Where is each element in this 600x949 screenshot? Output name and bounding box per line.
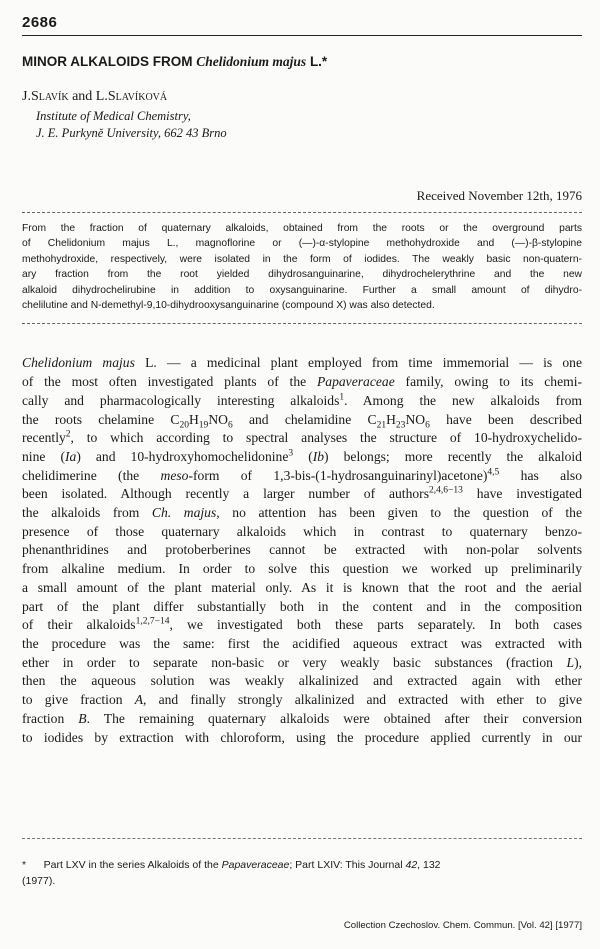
body-line: Chelidonium majus L. — a medicinal plant employed from time immemorial — is one [22, 355, 583, 371]
authors [22, 89, 582, 105]
affiliation-line2: J. E. Purkyně University, 662 43 Brno [36, 126, 227, 140]
footnote-rule [22, 838, 582, 839]
footnote-line2: (1977). [22, 875, 56, 887]
page [22, 14, 582, 747]
page-number: 2686 [22, 14, 58, 31]
body-text [22, 354, 582, 747]
abstract-bottom-rule [22, 323, 582, 324]
author-and: and [72, 89, 93, 104]
body-line: part of the plant differ substantially both in the content and in the composition [22, 598, 582, 614]
footnote [22, 857, 582, 889]
title-species: Chelidonium majus [196, 54, 307, 69]
body-line: recently$^2$, to which according to spectral analyses the structure of 10-hydroxychelido- [22, 429, 582, 446]
affiliation-line1: Institute of Medical Chemistry, [36, 109, 191, 123]
body-line: ether in order to separate non-basic or very weakly basic substances (fraction L), [22, 654, 582, 670]
body-line: chelidimerine (the meso-form of 1,3-bis-(1-hydrosanguinarinyl)acetone)$^{4,5}$ has also [22, 467, 582, 483]
body-line: the procedure was the same: first the acidified aqueous extract was extracted with [22, 635, 582, 651]
received-date: Received November 12th, 1976 [416, 188, 582, 203]
body-line: of the most often investigated plants of the Papaveraceae family, owing to its chemi- [22, 374, 582, 390]
author2-initial: L. [95, 89, 108, 104]
abstract-top-rule [22, 212, 582, 213]
body-line: a small amount of the plant material only. As it is known that the root and the aerial [22, 579, 582, 595]
body-line: from alkaline medium. In order to solve this question we worked up preliminarily [22, 561, 582, 577]
abstract-line: chelilutine and N-demethyl-9,10-dihydrooxysanguinarine (compound X) was also detected. [22, 300, 435, 312]
body-line: the roots chelamine $C_{20}H_{19}NO_6$ and chelamidine $C_{21}H_{23}NO_6$ have been described [22, 411, 582, 431]
abstract-line: From the fraction of quaternary alkaloids, obtained from the roots or the overground parts [22, 223, 582, 234]
body-line: presence of those quaternary alkaloids which in contrast to quaternary benzo- [22, 523, 582, 539]
body-line: been isolated. Although recently a larger number of authors$^{2,4,6-13}$ have investigated [22, 485, 582, 502]
footnote-line1: * Part LXV in the series Alkaloids of the Papaveraceae; Part LXIV: This Journal 42, 132 [22, 859, 441, 871]
title-main: MINOR ALKALOIDS FROM [22, 54, 193, 69]
article-title [22, 54, 582, 70]
body-line: cally and pharmacologically interesting alkaloids$^1$. Among the new alkaloids from [22, 392, 582, 408]
body-line: fraction B. The remaining quaternary alkaloids were obtained after their conversion [22, 710, 583, 726]
body-line: the alkaloids from Ch. majus, no attention has been given to the question of the [22, 505, 582, 521]
abstract-line: ary fraction from the root yielded dihydrosanguinarine, dihydrochelerythrine and the new [22, 269, 582, 281]
abstract [22, 212, 582, 324]
title-suffix: L.* [309, 54, 328, 69]
header-rule [22, 35, 582, 36]
abstract-line: of Chelidonium majus L., magnoflorine or (—)-α-stylopine methohydroxide and (—)-β-stylopine [22, 238, 582, 250]
author1-initial: J. [22, 89, 31, 104]
footnote-mark: * [22, 859, 27, 871]
body-line: then the aqueous solution was weakly alkalinized and extracted again with ether [22, 673, 582, 689]
affiliation [36, 108, 582, 142]
abstract-line: methohydroxide, respectively, were isolated in the form of iodides. The weakly basic non-quatern- [22, 253, 582, 265]
body-line: of their alkaloids$^{1,2,7-14}$, we investigated both these parts separately. In both cases [22, 616, 582, 633]
author1-surname: Slavík [30, 89, 69, 104]
body-line: to give fraction A, and finally strongly alkalinized and extracted with ether to give [22, 692, 582, 708]
abstract-line: alkaloid dihydrochelirubine in addition to oxysanguinarine. Further a small amount of dihydro- [22, 284, 582, 296]
author2-surname: Slavíková [107, 89, 168, 104]
body-line: nine (Ia) and 10-hydroxyhomochelidonine$^3$ (Ib) belongs; more recently the alkaloid [22, 448, 582, 464]
body-line: phenanthridines and protoberberines cannot be extracted with non-polar solvents [22, 542, 582, 558]
journal-citation: Collection Czechoslov. Chem. Commun. [Vol. 42] [1977] [343, 920, 582, 931]
body-line: to iodides by extraction with chloroform, using the procedure applied currently in our [22, 729, 582, 745]
